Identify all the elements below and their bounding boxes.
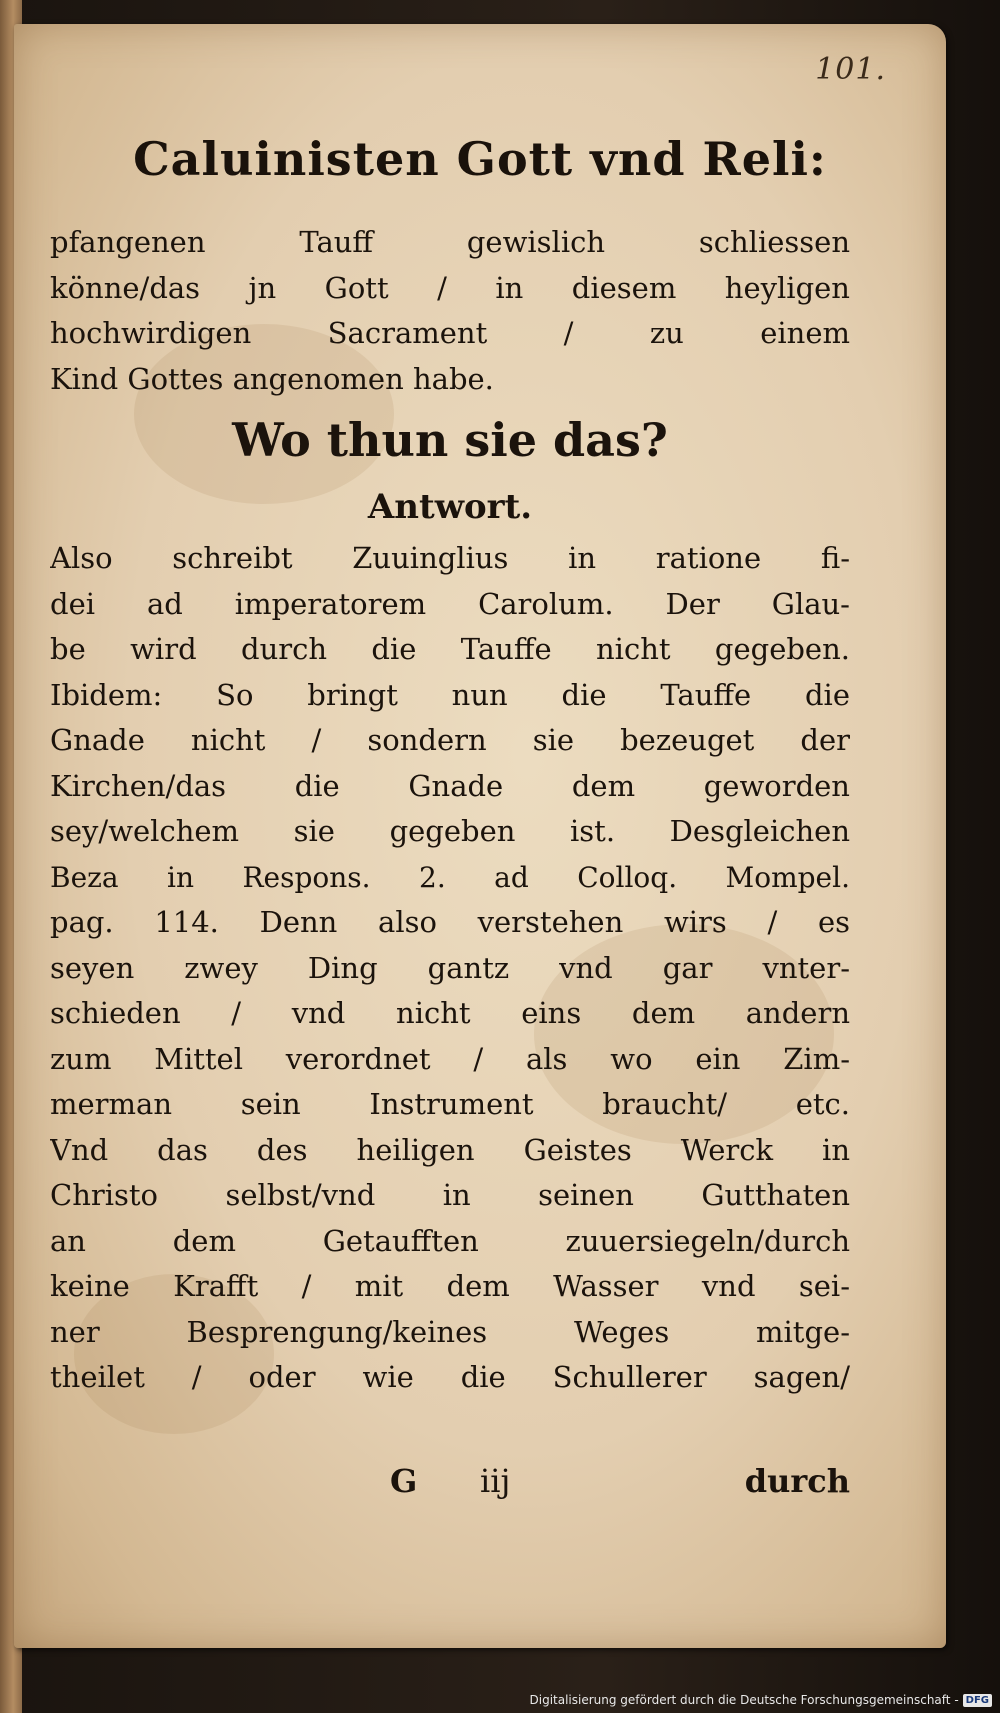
text-line: könne/das jn Gott / in diesem heyligen (50, 270, 850, 305)
text-line: pfangenen Tauff gewislich schliessen (50, 225, 850, 259)
text-line: Christo selbst/vnd in seinen Gutthaten (50, 1178, 850, 1212)
text-line: an dem Getaufften zuuersiegeln/durch (50, 1223, 850, 1258)
dfg-logo: DFG (963, 1694, 992, 1707)
text-line: Gnade nicht / sondern sie bezeuget der (50, 723, 850, 757)
text-line: sey/welchem sie gegeben ist. Desgleichen (50, 814, 850, 848)
text-line: schieden / vnd nicht eins dem andern (50, 996, 850, 1030)
running-head: Caluinisten Gott vnd Reli: (133, 132, 827, 186)
text-line: zum Mittel verordnet / als wo ein Zim- (50, 1041, 850, 1076)
text-line: Ibidem: So bringt nun die Tauffe die (50, 677, 850, 712)
signature-mark: G (390, 1462, 418, 1500)
page-footer (50, 1462, 850, 1512)
text-line: dei ad imperatorem Carolum. Der Glau- (50, 586, 850, 621)
book-page (14, 24, 946, 1648)
text-line: Beza in Respons. 2. ad Colloq. Mompel. (50, 860, 850, 894)
text-line: ner Besprengung/keines Weges mitge- (50, 1314, 850, 1349)
text-line: Also schreibt Zuuinglius in ratione fi- (50, 541, 850, 575)
text-line: merman sein Instrument braucht/ etc. (50, 1087, 850, 1121)
text-line: be wird durch die Tauffe nicht gegeben. (50, 632, 850, 666)
body-text (50, 220, 850, 1401)
answer-heading: Antwort. (367, 487, 533, 527)
catchword: durch (744, 1462, 850, 1500)
text-line: seyen zwey Ding gantz vnd gar vnter- (50, 950, 850, 985)
credit-text: Digitalisierung gefördert durch die Deutsche Forschungsgemeinschaft - (529, 1693, 959, 1707)
digitization-credit (530, 1693, 993, 1707)
text-line: Vnd das des heiligen Geistes Werck in (50, 1132, 850, 1167)
text-line: theilet / oder wie die Schullerer sagen/ (50, 1360, 850, 1394)
page-number: 101. (815, 52, 886, 87)
text-line: hochwirdigen Sacrament / zu einem (50, 316, 850, 350)
text-line: Kirchen/das die Gnade dem geworden (50, 768, 850, 803)
text-line: Kind Gottes angenomen habe. (50, 361, 494, 396)
signature-number: iij (480, 1462, 511, 1500)
question-heading: Wo thun sie das? (232, 413, 668, 467)
text-line: pag. 114. Denn also verstehen wirs / es (50, 905, 850, 939)
text-line: keine Krafft / mit dem Wasser vnd sei- (50, 1269, 850, 1303)
